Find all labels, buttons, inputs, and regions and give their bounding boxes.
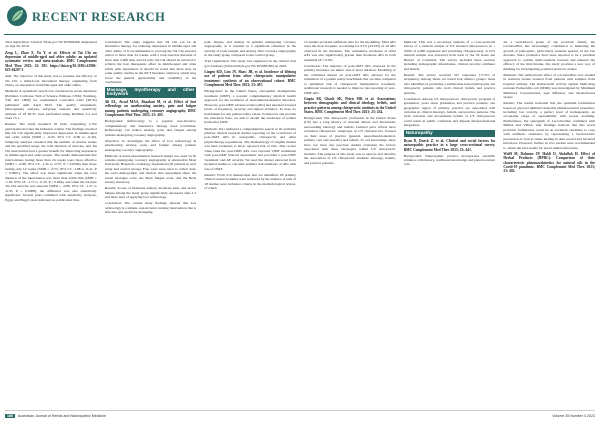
article-columns: [5, 40, 595, 406]
column-5: [404, 40, 496, 406]
leaf-logo-icon: [6, 5, 28, 27]
article-paragraph: Results: Scores of moderate anxiety, moderate pain, and severe fatigue among the study group significantly decreased after 2 h and three days of applying foot reflexology.: [104, 186, 197, 200]
journal-name: Australian Journal of Herbal and Naturopathic Medicine: [18, 414, 107, 418]
article-paragraph: Conclusion: The current study findings showed that foot reflexology is a simple, non-invasive nursing intervention that is effective and useful for managing: [104, 201, 197, 215]
article-paragraph: Results: The survey received 527 responses (17.6% of recipients). Among them, we found four distinct groups: those who identified as practising a subluxation-based philosophy and chiropractic patients who hold clinical beliefs and practice patterns.: [403, 72, 496, 95]
article-paragraph: Methods: We conducted a comprehensive search of all available primary clinical research studies reporting on the occurrence of post-OMT AEs in osteopathic, chiropractic and other physiotherapy populations. The methodology of eligible studies was then evaluated to show reported risk of bias. This occurs when risks the post-OMT AEs over reported 'OMT treatments with post-OMT interval assessment' and provided a post-OMT 'treatment' and AE severity. We used the dataset extracted from included studies to calculate primary risk estimates of AEs with rate of OMT.: [204, 126, 297, 171]
article-paragraph: Background: In the United States, osteopathic manipulative treatment (OMT), a popular complementary physical health approach for the treatment of neuromusculoskeletal disorders. However, post-OMT adverse events (AEs) and elevated lowered levels of frequency, severity, and impact evidence. To date, no benchmark for any patient safety exists. To improve and provide the education base, we aim to model the landscape of patient harm after OMT.: [204, 89, 297, 125]
article-paragraph: 13 studies provided sufficient data for the modelling. Mild AEs were the most frequent, accounting for 91% (43/165) of all AEs observed in the literature. The cumulative incidence of mild AEs was also significantly greater than moderate AEs in both treatment (P < 0.05).: [304, 40, 396, 62]
article-citation: Lingen KD, Lim JY, Shaw JR, et al. Incidence of lifelong use of patients from other chiropractic manipulative treatment: synthesis of an observational cohort. BMC Complement Med Ther. 2023; 23: 407.: [204, 69, 297, 88]
article-citation: Ryan D, Dueck Z, et al. Clinical and social factors for naturopathic practice in a large cross-sectional survey. BMC Complement Med Ther. 2023; 23: 441.: [403, 138, 496, 152]
section-heading: Naturopathy: [404, 130, 496, 137]
article-paragraph: Background: The chiropractic profession in the United States (US) has a long history of internal debate and discussions surrounding ideology and beliefs. Limited prior efforts have evaluated chiropractic subgroups of US chiropractors focused on their areas of practice (general, neuromusculoskeletal, primary care and specific) and beliefs. To our knowledge, there have not been any previous studies exploring the factors associated with these ideologies within US chiropractic students. The purpose of this study was to explore and describe the association of US chiropractic students' ideology, beliefs, and practice patterns.: [304, 116, 396, 165]
article-paragraph: Aim: The objective of this study was to evaluate the efficacy of Tai Chi, a mind-body movement therapy originating from China, on depression in middle-aged and older adults.: [5, 74, 97, 88]
page-number: 186: [7, 414, 13, 418]
article-paragraph: Trial registration: The study was registered in the clinical trial gov database (ClinicalTrials.gov NCT05983784) on 2023.: [204, 59, 297, 68]
article-paragraph: Methods: The antibacterial effect of Lactobacillus was studied in resistant strains isolated from patients with samples from hospital settings. The antibacterial activity against multi-drug resistant Escherichia coli (MDR) was investigated by Minimum Inhibitory Concentration, agar diffusion, and checkerboard assays.: [503, 72, 596, 100]
column-6: [503, 40, 595, 406]
section-heading: Massage, myotherapy and other bodywork: [106, 86, 195, 97]
article-paragraph: Conclusion: The study suggests that Tai Chi can be an alternative therapy for reducing depression in middle-aged and older adults. It is recommended to prolong the Tai Chi exercise period to more than 24 weeks, with a total exercise duration of more than 2,000 min, and 24-style Tai Chi should be selected to achieve the best therapeutic effect in middle-aged and older adults with depression. It should be noted that there may be some quality studies in the RCT literature analysed, which may lower the general applicability and credibility of the conclusions.: [104, 40, 197, 85]
article-paragraph: Results: From 212 manuscripts that we identified, 28 primary clinical research studies were reviewed by the authors. A total of 18 studies were inclusion criteria in the methodological review, of which: [204, 172, 297, 191]
column-2: [105, 40, 197, 406]
article-paragraph: Methods: This was a secondary analysis of a cross-sectional survey of a random sample of US licensed chiropractors (n = 3,000 of 4,000 registered and practising chiropractors). A 10% random sample was extracted from each of the 50 states and District of Columbia. The survey included three sections including demographic information, clinical practice attributes and beliefs.: [403, 40, 496, 71]
article-citation: Gupta SR, Ghosh SK, Peiris MK et al. Associations between demographic and clinical ideology, beliefs, and practice patterns among chiropractic students in the United States. BMC Complement Med Ther. 2023; 23: 434.: [304, 96, 396, 114]
article-paragraph: Objective: To investigate the effect of foot reflexology in ameliorating anxiety, pain, and fatigue among patients undergoing coronary angiography.: [104, 138, 197, 152]
page-footer: [5, 410, 595, 423]
header-rule: [4, 34, 596, 35]
column-4: [304, 40, 396, 406]
issue-info: Volume 35 Number 4 2023: [552, 414, 595, 418]
article-paragraph: Results: The study included 18 trials comprising 1,702 participants that met the inclusion criteria. The findings revealed that Tai Chi significantly improved depression in middle-aged and older adults (SMD = -0.65, 95% CI: -0.90 to -0.40). Subgroup analyses revealed that the number of session weeks and the specified usage, the total duration of exercise, and Tai Chi intervention had a greater benefit for improving depression in middle-aged and older people. The results demonstrated that interventions lasting more than 24 weeks were more effective (SMD = -0.88, 95% CI: -1.39 to -0.37, P = 0.0006) than those lasting only 12 weeks (SMD = -0.75, 95% CI: -1.08 to -0.41, P < 0.0001). The effect was more significant when the total duration of the intervention was more than 2,000 min (SMD = -1.02, 95% CI: -1.71 to -0.32, P = 0.004), and when the 24-style Tai Chi exercise was selected (SMD = -0.86, 95% CI: -1.37 to -0.35, P = 0.0008), the difference was also statistically significant. Several plots combined with sensitivity analyses, Egger and Begg's tests indicated no publication bias.: [5, 122, 97, 202]
article-paragraph: Background: Reflexology is a popular non-invasive, complementary and alternative therapy used worldwide. Reflexology can reduce anxiety, pain, and fatigue among patients undergoing coronary angiography.: [104, 119, 197, 137]
article-paragraph: Conclusion: Among US chiropractors, chiropractic program of graduation, years since graduation and practice patterns, and geographic region of primary practice are associated with variation in clinical ideology, beliefs, and practice patterns. The wide variation and inconsistent beliefs of US chiropractors could result in public confusion and impede interprofessional integration.: [403, 96, 496, 128]
article-paragraph: Results: The results indicated that the optimum formulation based on glycerol inhibited desirable pharmaceutical properties, including low toxicity, a perfect level of homogeneity, an acceptable range of spreadability with proper doubling. Furthermore, the synergism of Lactobacillus combined with MRSA and VRSA. Our findings indicate that this novel probiotic formulation could be an excellent candidate to cope with antibiotic resistance by representing a bacteriostatic prevention as well as tissue healing in skin wound and bacterial infections. However, further in vivo studies were recommended to obtain the best results for use in human infections.: [503, 101, 596, 150]
article-paragraph: Methods: A systematic search was conducted in seven databases (Pubmed, Cochrane, Web of Science, Embase, CNKI, Wanfang, VIP, and CBM) for randomized controlled trials (RCTs) published until April 2023. The quality assessment, heterogeneity analysis, subgroup analysis and sensitivity analysis of 18 RCTs were performed using RevMan 5.4 and Stata 15.1.: [5, 89, 97, 121]
column-1: [5, 40, 97, 406]
article-citation: Zeng L, Zhao X, Yu Y, et al. Effects of Tai Chi on depression of middle-aged and older adults: an updated systematic review and meta-analysis. BMC Complement Med Ther. 2023; 23: 382. https://doi.org/10.1186/s12906-023-04207-1: [5, 50, 97, 73]
page-title: RECENT RESEARCH: [32, 10, 166, 24]
column-3: [204, 40, 296, 406]
article-paragraph: Conclusion: The majority of post-OMT AEs observed in the primary literature are minor and of short duration. Modeling of the combined dataset on post-OMT AEs allowed for the estimation of a patient safety benchmark that we then compared to published risk of chiropractic manipulative treatment. Additional research is needed to improve the reporting of post-OMT AEs.: [304, 63, 396, 95]
article-citation: Ali EL, Awad MAA, Shaaban M, et al. Effect of foot reflexology on ameliorating anxiety, pain and fatigue among patients undergoing coronary angiography. BMC Complement Med Ther. 2023; 23: 405.: [104, 99, 197, 118]
page-header: [0, 0, 600, 36]
article-paragraph: pain, fatigue, and anxiety in patients undergoing coronary angiography as it resulted in a significant reduction in the severity of pain, fatigue, and anxiety after coronary angiography in the study group compared to the control group.: [204, 40, 297, 58]
footer-left: [5, 414, 106, 418]
article-paragraph: Methods: A quasi-experimental research design was used on 60 patients undergoing coronary angiography at Alexandria Main University Hospital's cardiology department (30 patients in each study and control group). Four tools were used to collect data: the socio-demographic and clinical data assessment sheet, the visual analogue scale, the Piper fatigue scale, and the Beck anxiety inventory.: [104, 153, 197, 185]
article-citation: Wolff M, Dohmen JP, Haldi D, Abdallah H. Effect of Herbal Products (HPRC): Comparison of their characteristic pharmacokinetics for natural oils in the Covid-19 pandemic. BMC Complement Med Ther. 2023; 23: 402.: [503, 151, 596, 174]
article-paragraph: As a well-known group of the probiotic family, the Lactobacillus has increasingly contributed to hindering the growth of pathogenic, particularly resistant species, in the last decades. Since probiotics have been reported to be a potential approach to combat multi-resistant bacteria and enhance the efficacy of the microbiome, this study provides a new way of thinking for investigating potential probiotic strains.: [503, 40, 596, 71]
article-paragraph: Background: Naturopathic practice incorporates scientific evidence with history, traditional knowledge and patient-centred care.: [403, 153, 496, 167]
article-paragraph: Trial registration: Clinical Trials.gov NCT03994499. Registered on July 20, 2019.: [5, 40, 97, 49]
